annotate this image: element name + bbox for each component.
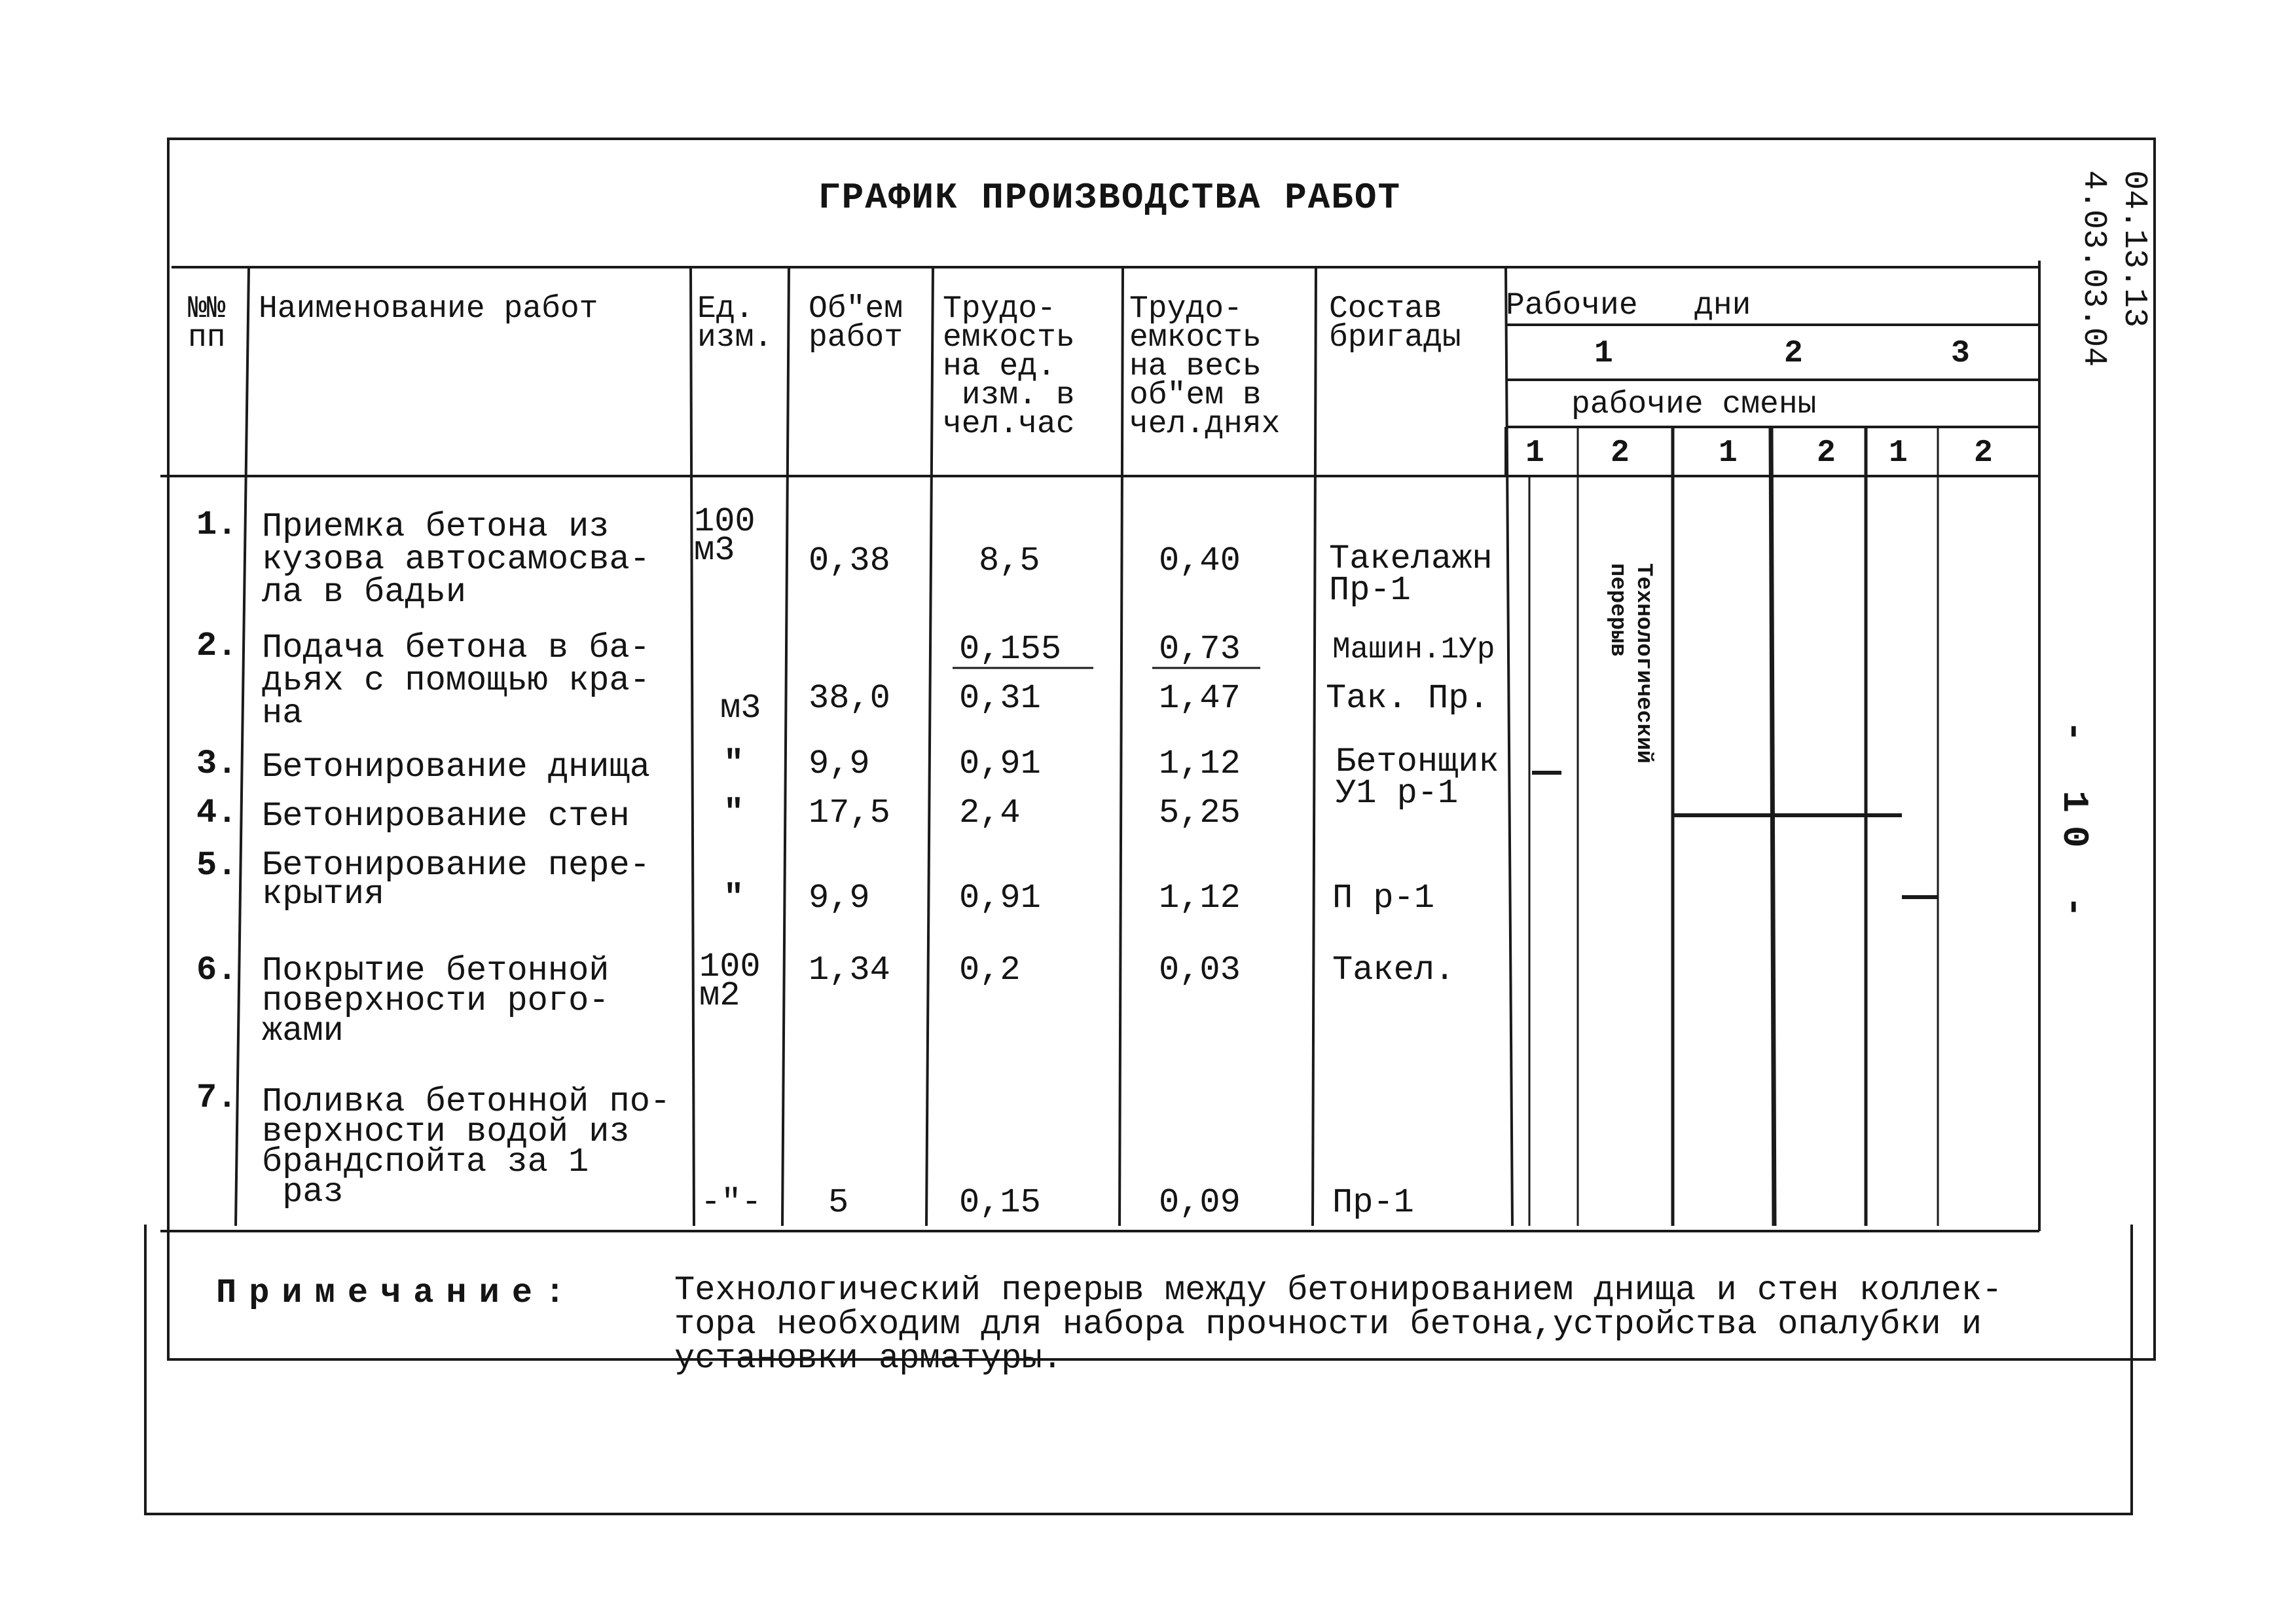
row-num: 6. (196, 951, 238, 989)
row-volume: 17,5 (809, 794, 890, 832)
row-labor-total: 1,12 (1159, 879, 1241, 917)
row-labor-unit: 0,91 (959, 879, 1041, 917)
row-volume: 1,34 (809, 951, 890, 989)
row-name: Бетонирование пере- крытия (262, 846, 650, 913)
row-unit: 100 м3 (694, 502, 756, 570)
document-code-line-1: 04.13.13 (2115, 170, 2153, 328)
row-labor-total: 0,40 (1159, 542, 1241, 580)
row-volume: 9,9 (809, 745, 870, 783)
header-shift: 1 (1889, 435, 1908, 471)
row-labor-unit: 2,4 (959, 794, 1021, 832)
row-name: Подача бетона в ба- дьях с помощью кра- на (262, 629, 650, 733)
row-num: 3. (196, 745, 238, 783)
row-volume: 9,9 (809, 879, 870, 917)
row-unit: " (723, 879, 744, 917)
row-labor-unit: 0,2 (959, 951, 1021, 989)
row-volume: 5 (828, 1183, 849, 1222)
header-work-shifts: рабочие смены (1571, 387, 1817, 422)
page-number: - 10 - (2053, 720, 2095, 931)
row-labor-unit: 0,15 (959, 1183, 1041, 1222)
row-unit: " (723, 745, 744, 783)
header-volume: Об"ем работ (809, 291, 903, 356)
row-unit: " (723, 794, 744, 832)
header-shift: 2 (1817, 435, 1836, 471)
row-labor-total-b: 1,47 (1159, 679, 1241, 718)
row-labor-total: 0,03 (1159, 951, 1241, 989)
header-work-days: Рабочие дни (1506, 288, 1751, 323)
row-name: Приемка бетона из кузова автосамосва- ла в бадьи (262, 507, 650, 612)
row-num: 5. (196, 846, 238, 885)
row-labor-unit-b: 0,31 (959, 679, 1041, 718)
page-title: ГРАФИК ПРОИЗВОДСТВА РАБОТ (818, 177, 1402, 219)
row-crew: Бетонщик У1 р-1 (1336, 743, 1499, 813)
row-labor-unit-a: 0,155 (959, 630, 1062, 669)
row-labor-total: 1,12 (1159, 745, 1241, 783)
row-volume: 0,38 (809, 542, 890, 580)
header-day-3: 3 (1951, 336, 1970, 371)
row-labor-total: 0,09 (1159, 1183, 1241, 1222)
header-day-2: 2 (1784, 336, 1803, 371)
header-labor-unit: Трудо- емкость на ед. изм. в чел.час (943, 291, 1075, 442)
header-shift: 1 (1525, 435, 1544, 471)
row-num: 2. (196, 627, 238, 665)
header-unit: Ед. изм. (697, 291, 773, 356)
header-num: №№ пп (188, 291, 226, 356)
header-shift: 2 (1974, 435, 1993, 471)
row-crew: Такел. (1332, 951, 1455, 989)
header-name: Наименование работ (259, 291, 598, 327)
row-name: Бетонирование стен (262, 797, 630, 836)
header-crew: Состав бригады (1329, 291, 1461, 356)
technological-break-annotation: Технологический перерыв (1605, 563, 1656, 764)
header-shift: 1 (1719, 435, 1738, 471)
row-crew: Пр-1 (1332, 1183, 1414, 1222)
header-day-1: 1 (1594, 336, 1613, 371)
row-num: 7. (196, 1079, 238, 1117)
row-labor-unit: 8,5 (979, 542, 1040, 580)
row-name: Покрытие бетонной поверхности рого- жами (262, 951, 610, 1050)
row-unit: м3 (720, 689, 761, 728)
row-labor-total: 5,25 (1159, 794, 1241, 832)
row-name: Поливка бетонной по- верхности водой из брандспойта за 1 раз (262, 1082, 671, 1211)
note-text: Технологический перерыв между бетонированием днища и стен коллек- тора необходим для набора прочности бетона,устройства опалубки и установки арматуры. (674, 1271, 2003, 1378)
row-crew-b: Так. Пр. (1326, 679, 1489, 718)
row-volume: 38,0 (809, 679, 890, 718)
row-labor-total-a: 0,73 (1159, 630, 1241, 669)
row-crew: Такелажн Пр-1 (1329, 540, 1493, 610)
row-crew-a: Машин.1Ур (1332, 633, 1495, 667)
row-unit: -"- (701, 1183, 762, 1222)
row-unit: 100 м2 (699, 948, 761, 1015)
header-shift: 2 (1611, 435, 1630, 471)
row-num: 4. (196, 794, 238, 832)
note-label: Примечание: (216, 1274, 578, 1312)
header-labor-total: Трудо- емкость на весь об"ем в чел.днях (1129, 291, 1281, 442)
row-crew: П р-1 (1332, 879, 1435, 917)
row-labor-unit: 0,91 (959, 745, 1041, 783)
row-name: Бетонирование днища (262, 748, 650, 786)
row-num: 1. (196, 506, 238, 544)
document-code-line-2: 4.03.03.04 (2075, 170, 2112, 367)
